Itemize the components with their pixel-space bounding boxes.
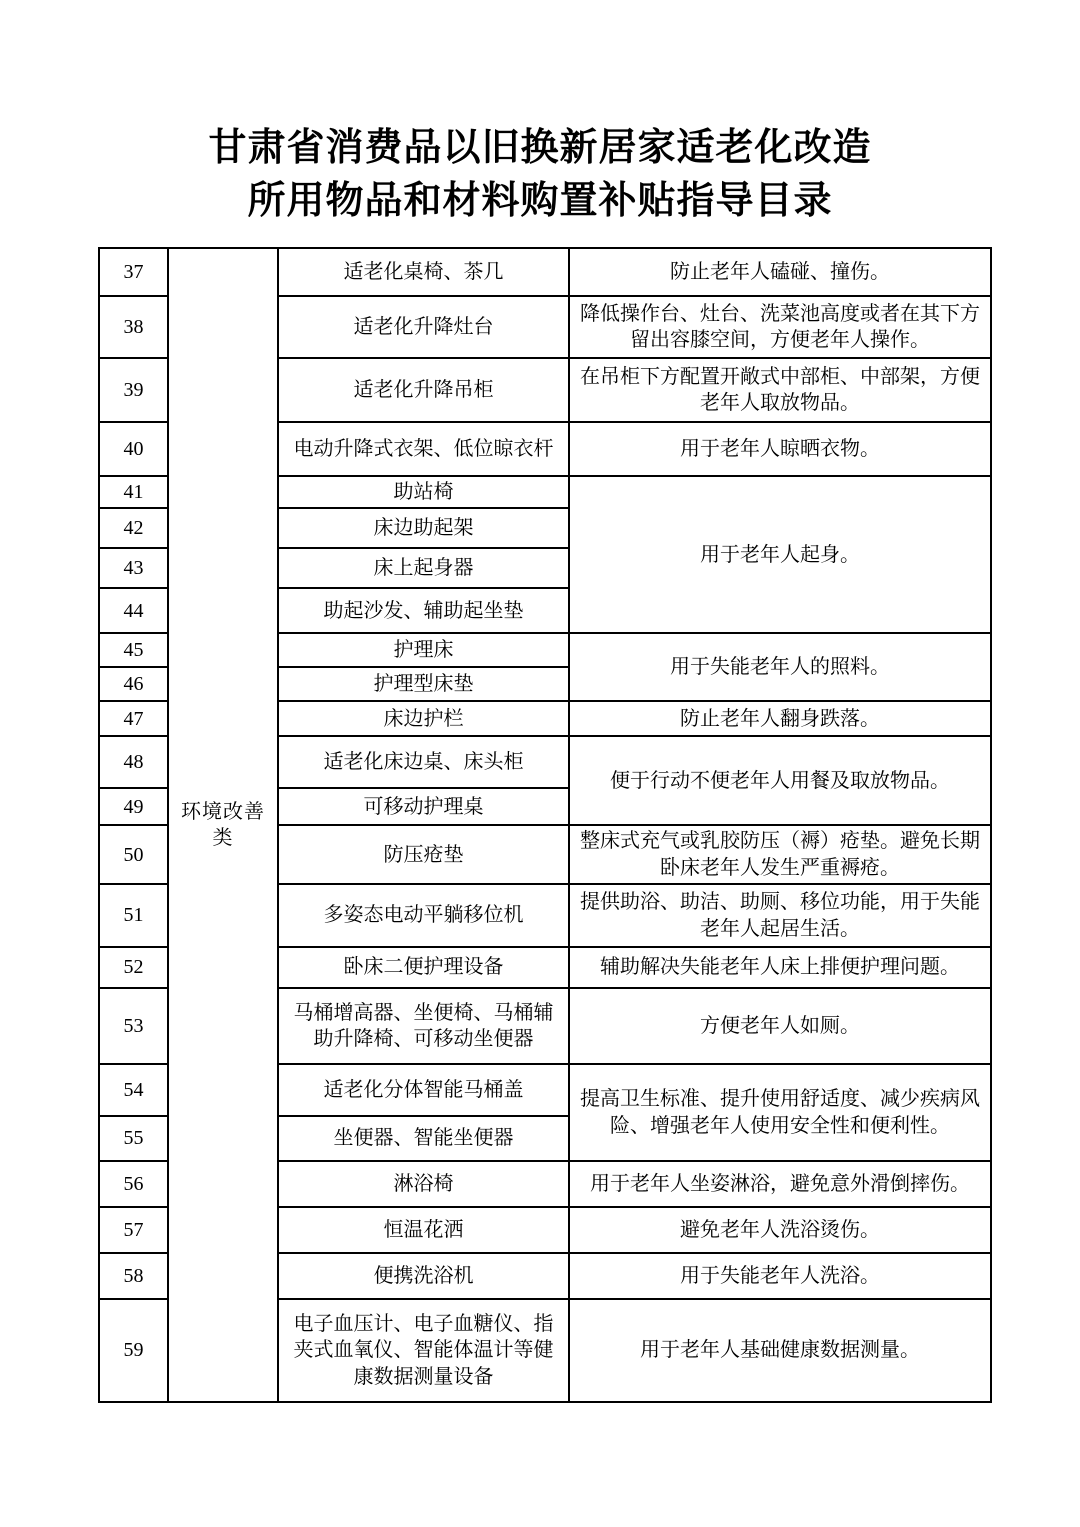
item-description-cell: 用于老年人起身。 [569, 476, 991, 633]
item-name-cell: 适老化升降灶台 [278, 296, 569, 358]
row-number-cell: 51 [99, 884, 168, 947]
item-description-cell: 避免老年人洗浴烫伤。 [569, 1207, 991, 1253]
page-title [0, 122, 1080, 228]
item-name-cell: 可移动护理桌 [278, 788, 569, 825]
category-label: 环境改善类 [181, 800, 265, 850]
item-description-cell: 方便老年人如厕。 [569, 988, 991, 1064]
row-number-cell: 43 [99, 548, 168, 588]
item-name-cell: 淋浴椅 [278, 1161, 569, 1207]
row-number-cell: 54 [99, 1064, 168, 1116]
row-number-cell: 39 [99, 358, 168, 422]
row-number-cell: 55 [99, 1116, 168, 1161]
item-name-cell: 多姿态电动平躺移位机 [278, 884, 569, 947]
row-number-cell: 50 [99, 825, 168, 884]
table-row [99, 248, 991, 296]
item-name-cell: 防压疮垫 [278, 825, 569, 884]
row-number-cell: 47 [99, 701, 168, 736]
row-number-cell: 45 [99, 633, 168, 667]
item-name-cell: 马桶增高器、坐便椅、马桶辅助升降椅、可移动坐便器 [278, 988, 569, 1064]
item-description-cell: 用于老年人基础健康数据测量。 [569, 1299, 991, 1402]
page-title-line2: 所用物品和材料购置补贴指导目录 [247, 180, 833, 222]
item-description-cell: 在吊柜下方配置开敞式中部柜、中部架，方便老年人取放物品。 [569, 358, 991, 422]
item-description-cell: 用于老年人坐姿淋浴，避免意外滑倒摔伤。 [569, 1161, 991, 1207]
row-number-cell: 46 [99, 667, 168, 701]
item-description-cell: 便于行动不便老年人用餐及取放物品。 [569, 736, 991, 825]
row-number-cell: 53 [99, 988, 168, 1064]
row-number-cell: 48 [99, 736, 168, 788]
item-name-cell: 电子血压计、电子血糖仪、指夹式血氧仪、智能体温计等健康数据测量设备 [278, 1299, 569, 1402]
catalog-table [98, 247, 992, 1403]
item-name-cell: 床边护栏 [278, 701, 569, 736]
item-description-cell: 用于老年人晾晒衣物。 [569, 422, 991, 476]
item-name-cell: 床边助起架 [278, 508, 569, 548]
item-name-cell: 护理床 [278, 633, 569, 667]
item-description-cell: 防止老年人翻身跌落。 [569, 701, 991, 736]
item-name-cell: 适老化分体智能马桶盖 [278, 1064, 569, 1116]
row-number-cell: 49 [99, 788, 168, 825]
row-number-cell: 41 [99, 476, 168, 508]
row-number-cell: 40 [99, 422, 168, 476]
page-title-line1: 甘肃省消费品以旧换新居家适老化改造 [208, 127, 872, 169]
row-number-cell: 58 [99, 1253, 168, 1299]
item-name-cell: 卧床二便护理设备 [278, 947, 569, 988]
item-name-cell: 恒温花洒 [278, 1207, 569, 1253]
item-name-cell: 适老化桌椅、茶几 [278, 248, 569, 296]
item-name-cell: 护理型床垫 [278, 667, 569, 701]
row-number-cell: 44 [99, 588, 168, 633]
item-description-cell: 用于失能老年人的照料。 [569, 633, 991, 701]
item-name-cell: 电动升降式衣架、低位晾衣杆 [278, 422, 569, 476]
row-number-cell: 38 [99, 296, 168, 358]
item-description-cell: 防止老年人磕碰、撞伤。 [569, 248, 991, 296]
item-name-cell: 坐便器、智能坐便器 [278, 1116, 569, 1161]
item-name-cell: 床上起身器 [278, 548, 569, 588]
item-name-cell: 助起沙发、辅助起坐垫 [278, 588, 569, 633]
item-name-cell: 便携洗浴机 [278, 1253, 569, 1299]
category-cell [168, 248, 278, 1402]
item-description-cell: 辅助解决失能老年人床上排便护理问题。 [569, 947, 991, 988]
row-number-cell: 59 [99, 1299, 168, 1402]
item-description-cell: 降低操作台、灶台、洗菜池高度或者在其下方留出容膝空间，方便老年人操作。 [569, 296, 991, 358]
item-description-cell: 提供助浴、助洁、助厕、移位功能，用于失能老年人起居生活。 [569, 884, 991, 947]
item-description-cell: 提高卫生标准、提升使用舒适度、减少疾病风险、增强老年人使用安全性和便利性。 [569, 1064, 991, 1161]
row-number-cell: 52 [99, 947, 168, 988]
row-number-cell: 42 [99, 508, 168, 548]
item-name-cell: 适老化升降吊柜 [278, 358, 569, 422]
item-name-cell: 助站椅 [278, 476, 569, 508]
item-description-cell: 用于失能老年人洗浴。 [569, 1253, 991, 1299]
item-name-cell: 适老化床边桌、床头柜 [278, 736, 569, 788]
row-number-cell: 37 [99, 248, 168, 296]
row-number-cell: 56 [99, 1161, 168, 1207]
item-description-cell: 整床式充气或乳胶防压（褥）疮垫。避免长期卧床老年人发生严重褥疮。 [569, 825, 991, 884]
row-number-cell: 57 [99, 1207, 168, 1253]
